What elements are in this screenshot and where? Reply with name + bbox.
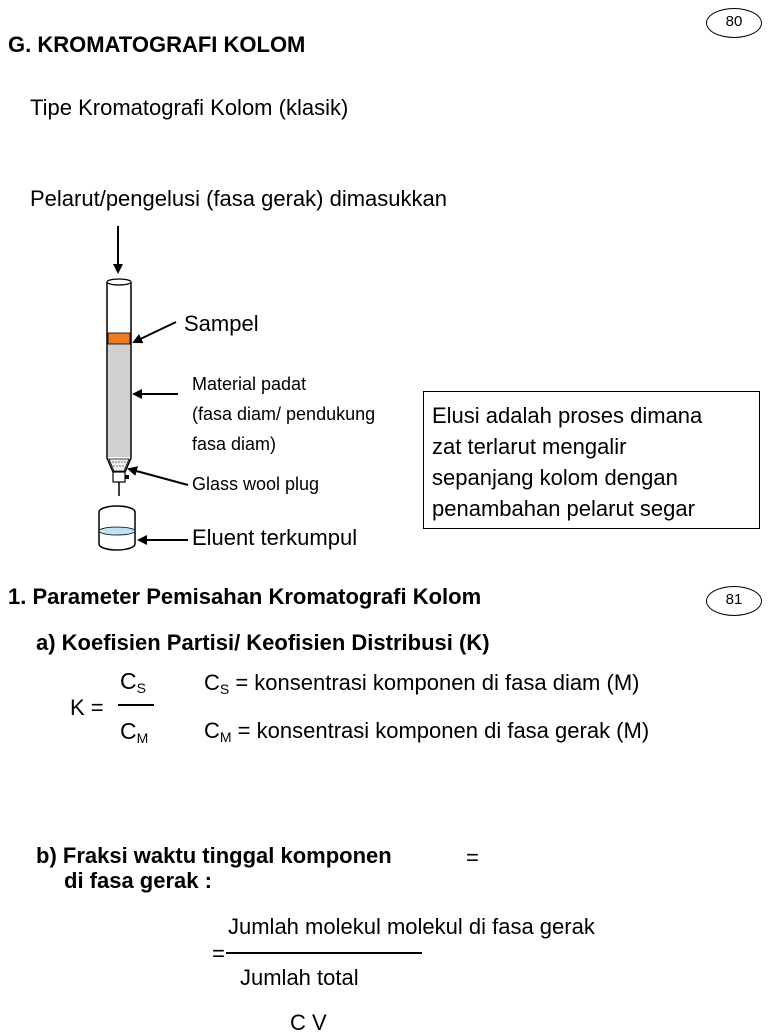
elution-definition-box xyxy=(423,391,760,529)
solid-material-label-line3: fasa diam) xyxy=(192,434,277,454)
eluent-label: Eluent terkumpul xyxy=(192,525,358,550)
k-num-main: C xyxy=(120,668,137,694)
fraction-equals: = xyxy=(212,941,225,966)
note-line: zat terlarut mengalir xyxy=(432,434,627,459)
section-b-title-line1: b) Fraksi waktu tinggal komponen xyxy=(36,843,392,868)
cs-sub: S xyxy=(219,681,230,697)
k-fraction-bar xyxy=(118,704,154,706)
slide-title: G. KROMATOGRAFI KOLOM xyxy=(8,32,306,57)
section-b-title-equals: = xyxy=(466,845,479,870)
cm-main: C xyxy=(204,718,220,743)
fraction-bar xyxy=(226,952,422,954)
solid-material-label-line2: (fasa diam/ pendukung xyxy=(192,404,376,424)
stopcock xyxy=(113,472,125,482)
cm-text: = konsentrasi komponen di fasa gerak (M) xyxy=(231,718,650,743)
page-number-badge-80: 80 xyxy=(706,8,762,38)
k-num-sub: S xyxy=(136,680,146,696)
note-line: penambahan pelarut segar xyxy=(432,496,695,521)
glass-wool-label: Glass wool plug xyxy=(192,474,320,494)
section-heading: 1. Parameter Pemisahan Kromatografi Kolom xyxy=(8,584,482,609)
section-b-title-line2: di fasa gerak : xyxy=(64,868,212,893)
k-den-sub: M xyxy=(136,730,149,746)
fraction-denominator: Jumlah total xyxy=(240,965,359,990)
note-line: sepanjang kolom dengan xyxy=(432,465,678,490)
cs-main: C xyxy=(204,670,220,695)
cs-definition xyxy=(204,670,639,697)
solvent-caption: Pelarut/pengelusi (fasa gerak) dimasukkan xyxy=(30,186,448,211)
partial-formula: C V xyxy=(290,1010,327,1035)
page-number-badge-81: 81 xyxy=(706,586,762,616)
sample-pointer-arrow xyxy=(134,322,176,342)
fraction-numerator: Jumlah molekul molekul di fasa gerak xyxy=(228,914,595,939)
stationary-phase-packing xyxy=(108,343,130,457)
k-lhs: K = xyxy=(70,695,104,720)
collection-beaker xyxy=(99,506,135,550)
slide-subtitle: Tipe Kromatografi Kolom (klasik) xyxy=(30,95,349,120)
solid-material-label-line1: Material padat xyxy=(192,374,307,394)
cs-text: = konsentrasi komponen di fasa diam (M) xyxy=(229,670,640,695)
k-den-main: C xyxy=(120,718,137,744)
section-a-title: a) Koefisien Partisi/ Keofisien Distribusi (K) xyxy=(36,630,490,655)
sample-band xyxy=(108,333,130,344)
cm-sub: M xyxy=(219,729,232,745)
k-denominator xyxy=(120,718,148,746)
note-line: Elusi adalah proses dimana xyxy=(432,403,703,428)
glass-wool-pointer-arrow xyxy=(129,469,188,485)
sample-label: Sampel xyxy=(184,311,259,336)
k-numerator xyxy=(120,668,146,696)
cm-definition xyxy=(204,718,649,745)
